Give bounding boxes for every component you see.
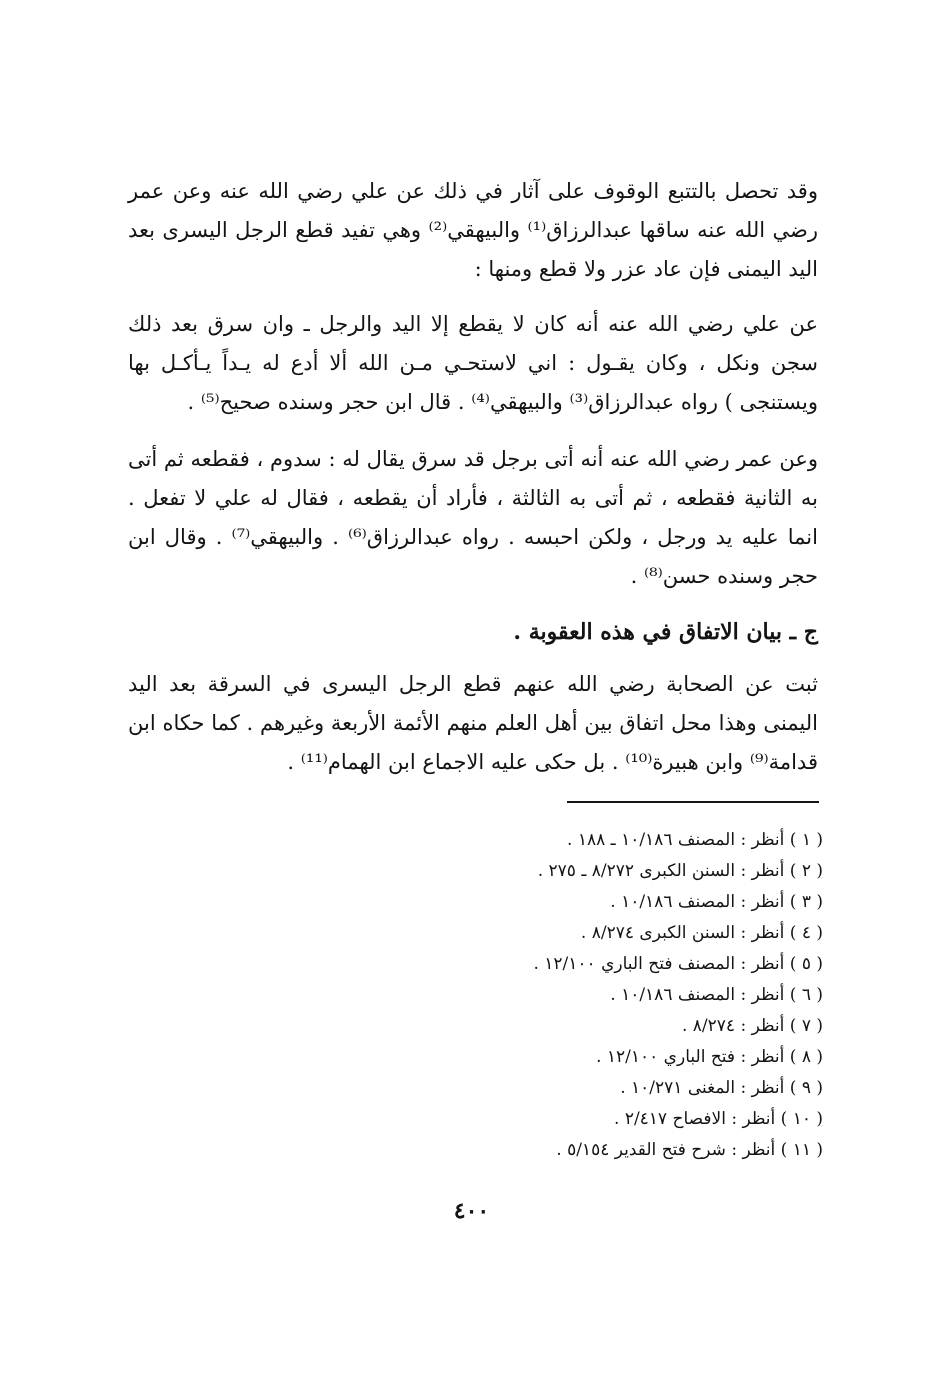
paragraph-ali-narration: عن علي رضي الله عنه أنه كان لا يقطع إلا اليد والرجل ـ وان سرق بعد ذلك سجن ونكل ، وكان يقـول : اني لاستحـي مـن الله ألا أدع له يـداً يـأكـل بها ويستنجى ) رواه عبدالرزاق⁽³⁾ والبيهقي⁽⁴⁾ . قال ابن حجر وسنده صحيح⁽⁵⁾ . (128, 312, 818, 414)
footnote-item: ( ٨ ) أنظر : فتح الباري ١٢/١٠٠ . (596, 1047, 823, 1067)
footnote-item: ( ٥ ) أنظر : المصنف فتح الباري ١٢/١٠٠ . (533, 954, 823, 974)
footnote-item: ( ١٠ ) أنظر : الافصاح ٢/٤١٧ . (614, 1109, 823, 1129)
footnote-item: ( ٣ ) أنظر : المصنف ١٠/١٨٦ . (610, 892, 823, 912)
footnote-item: ( ٤ ) أنظر : السنن الكبرى ٨/٢٧٤ . (580, 923, 823, 943)
footnote-item: ( ٩ ) أنظر : المغنى ١٠/٢٧١ . (620, 1078, 823, 1098)
footnote-item: ( ١ ) أنظر : المصنف ١٠/١٨٦ ـ ١٨٨ . (567, 830, 823, 850)
paragraph-athar: وقد تحصل بالتتبع الوقوف على آثار في ذلك عن علي رضي الله عنه وعن عمر رضي الله عنه ساقها عبدالرزاق⁽¹⁾ والبيهقي⁽²⁾ وهي تفيد قطع الرجل اليسرى بعد اليد اليمنى فإن عاد عزر ولا قطع ومنها : (128, 179, 818, 281)
section-heading: ج ـ بيان الاتفاق في هذه العقوبة . (513, 619, 818, 645)
footnote-item: ( ٧ ) أنظر : ٨/٢٧٤ . (681, 1016, 823, 1036)
paragraph-umar-narration: وعن عمر رضي الله عنه أنه أتى برجل قد سرق يقال له : سدوم ، فقطعه ثم أتى به الثانية فقطعه ، ثم أتى به الثالثة ، فأراد أن يقطعه ، فقال له علي لا تفعل . انما عليه يد ورجل ، ولكن احبسه . رواه عبدالرزاق⁽⁶⁾ . والبيهقي⁽⁷⁾ . وقال ابن حجر وسنده حسن⁽⁸⁾ . (128, 447, 818, 588)
page-number: ٤٠٠ (453, 1198, 490, 1224)
footnotes-list (123, 825, 823, 1166)
footnote-item: ( ١١ ) أنظر : شرح فتح القدير ٥/١٥٤ . (556, 1140, 823, 1160)
footnote-item: ( ٦ ) أنظر : المصنف ١٠/١٨٦ . (610, 985, 823, 1005)
footnote-item: ( ٢ ) أنظر : السنن الكبرى ٨/٢٧٢ ـ ٢٧٥ . (537, 861, 823, 881)
footnote-separator (567, 801, 819, 803)
paragraph-consensus: ثبت عن الصحابة رضي الله عنهم قطع الرجل اليسرى في السرقة بعد اليد اليمنى وهذا محل اتفاق بين أهل العلم منهم الأئمة الأربعة وغيرهم . كما حكاه ابن قدامة⁽⁹⁾ وابن هبيرة⁽¹⁰⁾ . بل حكى عليه الاجماع ابن الهمام⁽¹¹⁾ . (128, 672, 818, 774)
